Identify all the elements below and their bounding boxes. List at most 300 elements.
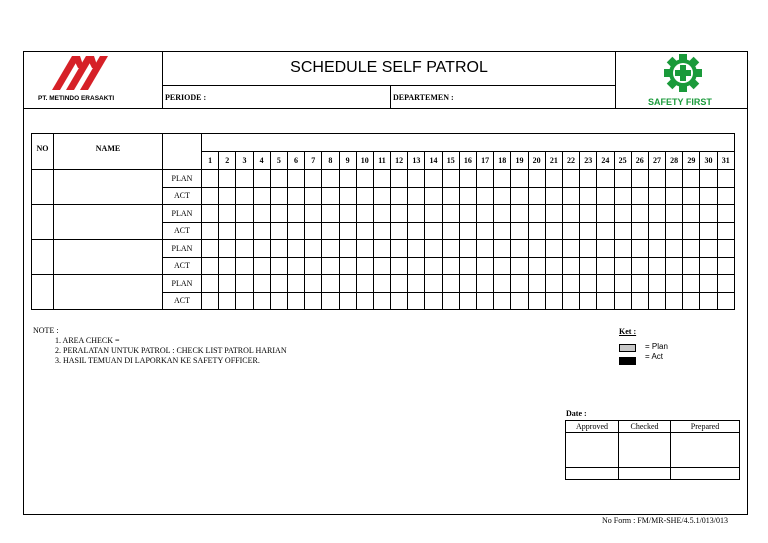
day-cell[interactable]	[511, 222, 528, 240]
day-cell[interactable]	[356, 240, 373, 258]
day-cell[interactable]	[528, 275, 545, 293]
day-cell[interactable]	[528, 222, 545, 240]
day-cell[interactable]	[425, 292, 442, 310]
day-cell[interactable]	[545, 205, 562, 223]
day-cell[interactable]	[528, 292, 545, 310]
day-cell[interactable]	[494, 292, 511, 310]
day-cell[interactable]	[511, 275, 528, 293]
day-cell[interactable]	[425, 170, 442, 188]
day-cell[interactable]	[477, 222, 494, 240]
day-cell[interactable]	[270, 170, 287, 188]
note-item: 2. PERALATAN UNTUK PATROL : CHECK LIST PATROL HARIAN	[55, 346, 287, 355]
day-cell[interactable]	[494, 275, 511, 293]
approved-signature[interactable]	[566, 433, 619, 468]
day-cell[interactable]	[202, 240, 219, 258]
company-name: PT. METINDO ERASAKTI	[38, 95, 115, 102]
day-cell[interactable]	[287, 205, 304, 223]
day-cell[interactable]	[528, 170, 545, 188]
day-cell[interactable]	[322, 170, 339, 188]
day-cell[interactable]	[373, 275, 390, 293]
day-cell[interactable]	[717, 222, 734, 240]
day-cell[interactable]	[597, 170, 614, 188]
day-cell[interactable]	[459, 257, 476, 275]
day-cell[interactable]	[562, 275, 579, 293]
day-cell[interactable]	[305, 205, 322, 223]
day-cell[interactable]	[562, 292, 579, 310]
day-cell[interactable]	[494, 222, 511, 240]
day-cell[interactable]	[683, 257, 700, 275]
day-cell[interactable]	[648, 222, 665, 240]
day-cell[interactable]	[305, 222, 322, 240]
day-cell[interactable]	[442, 187, 459, 205]
day-cell[interactable]	[597, 187, 614, 205]
periode-label: PERIODE :	[165, 93, 207, 102]
day-cell[interactable]	[648, 170, 665, 188]
day-cell[interactable]	[459, 205, 476, 223]
table-row	[32, 205, 735, 223]
day-cell[interactable]	[666, 257, 683, 275]
day-cell[interactable]	[287, 240, 304, 258]
day-cell[interactable]	[683, 292, 700, 310]
day-cell[interactable]	[356, 292, 373, 310]
day-cell[interactable]	[236, 292, 253, 310]
no-cell[interactable]	[32, 205, 54, 240]
day-cell[interactable]	[477, 292, 494, 310]
day-cell[interactable]	[442, 240, 459, 258]
day-cell[interactable]	[459, 292, 476, 310]
day-cell[interactable]	[270, 275, 287, 293]
day-cell[interactable]	[270, 222, 287, 240]
day-header: 16	[459, 152, 476, 170]
day-cell[interactable]	[373, 187, 390, 205]
checked-header: Checked	[619, 421, 671, 433]
day-cell[interactable]	[648, 292, 665, 310]
day-cell[interactable]	[477, 170, 494, 188]
day-cell[interactable]	[219, 170, 236, 188]
day-cell[interactable]	[614, 240, 631, 258]
day-cell[interactable]	[597, 292, 614, 310]
day-cell[interactable]	[528, 187, 545, 205]
name-cell[interactable]	[54, 170, 163, 205]
day-cell[interactable]	[253, 275, 270, 293]
day-cell[interactable]	[287, 257, 304, 275]
day-cell[interactable]	[528, 205, 545, 223]
day-header: 4	[253, 152, 270, 170]
safety-first-label: SAFETY FIRST	[648, 97, 712, 107]
day-cell[interactable]	[528, 257, 545, 275]
day-cell[interactable]	[717, 205, 734, 223]
day-header: 30	[700, 152, 717, 170]
act-label: ACT	[163, 187, 202, 205]
day-cell[interactable]	[631, 240, 648, 258]
day-cell[interactable]	[597, 222, 614, 240]
day-header: 24	[597, 152, 614, 170]
day-cell[interactable]	[545, 187, 562, 205]
day-cell[interactable]	[666, 240, 683, 258]
day-cell[interactable]	[631, 257, 648, 275]
day-cell[interactable]	[253, 240, 270, 258]
day-cell[interactable]	[717, 187, 734, 205]
type-header	[163, 134, 202, 170]
day-cell[interactable]	[339, 240, 356, 258]
name-cell[interactable]	[54, 275, 163, 310]
day-cell[interactable]	[236, 257, 253, 275]
day-cell[interactable]	[202, 222, 219, 240]
day-cell[interactable]	[442, 222, 459, 240]
day-header: 28	[666, 152, 683, 170]
day-cell[interactable]	[545, 292, 562, 310]
day-cell[interactable]	[494, 170, 511, 188]
plan-label: PLAN	[163, 240, 202, 258]
day-cell[interactable]	[717, 292, 734, 310]
day-cell[interactable]	[511, 257, 528, 275]
day-cell[interactable]	[614, 187, 631, 205]
prepared-header: Prepared	[671, 421, 740, 433]
day-cell[interactable]	[253, 205, 270, 223]
day-cell[interactable]	[683, 222, 700, 240]
day-cell[interactable]	[408, 275, 425, 293]
day-cell[interactable]	[511, 292, 528, 310]
day-cell[interactable]	[580, 292, 597, 310]
day-cell[interactable]	[597, 257, 614, 275]
day-cell[interactable]	[631, 222, 648, 240]
day-cell[interactable]	[528, 240, 545, 258]
day-cell[interactable]	[236, 222, 253, 240]
day-cell[interactable]	[322, 257, 339, 275]
day-header: 15	[442, 152, 459, 170]
day-cell[interactable]	[253, 292, 270, 310]
day-cell[interactable]	[236, 275, 253, 293]
day-cell[interactable]	[408, 187, 425, 205]
day-cell[interactable]	[356, 257, 373, 275]
day-cell[interactable]	[322, 240, 339, 258]
day-cell[interactable]	[717, 240, 734, 258]
day-cell[interactable]	[305, 275, 322, 293]
day-cell[interactable]	[666, 222, 683, 240]
day-cell[interactable]	[597, 205, 614, 223]
day-cell[interactable]	[494, 205, 511, 223]
day-cell[interactable]	[494, 187, 511, 205]
day-cell[interactable]	[700, 222, 717, 240]
day-cell[interactable]	[305, 170, 322, 188]
day-cell[interactable]	[648, 257, 665, 275]
day-cell[interactable]	[373, 205, 390, 223]
day-cell[interactable]	[459, 240, 476, 258]
day-cell[interactable]	[666, 205, 683, 223]
prepared-name[interactable]	[671, 468, 740, 480]
day-cell[interactable]	[219, 240, 236, 258]
day-cell[interactable]	[562, 257, 579, 275]
day-header: 10	[356, 152, 373, 170]
day-cell[interactable]	[545, 240, 562, 258]
day-cell[interactable]	[305, 292, 322, 310]
day-cell[interactable]	[322, 187, 339, 205]
day-cell[interactable]	[648, 240, 665, 258]
day-cell[interactable]	[666, 292, 683, 310]
day-cell[interactable]	[339, 275, 356, 293]
day-cell[interactable]	[614, 275, 631, 293]
day-cell[interactable]	[202, 292, 219, 310]
day-header: 13	[408, 152, 425, 170]
day-cell[interactable]	[202, 187, 219, 205]
name-cell[interactable]	[54, 240, 163, 275]
day-cell[interactable]	[511, 240, 528, 258]
day-cell[interactable]	[219, 205, 236, 223]
day-cell[interactable]	[339, 257, 356, 275]
day-cell[interactable]	[477, 205, 494, 223]
day-cell[interactable]	[219, 187, 236, 205]
day-cell[interactable]	[683, 205, 700, 223]
day-cell[interactable]	[373, 292, 390, 310]
day-cell[interactable]	[391, 257, 408, 275]
day-cell[interactable]	[356, 187, 373, 205]
day-cell[interactable]	[287, 292, 304, 310]
day-cell[interactable]	[597, 240, 614, 258]
day-cell[interactable]	[202, 257, 219, 275]
day-cell[interactable]	[253, 187, 270, 205]
day-cell[interactable]	[425, 205, 442, 223]
day-cell[interactable]	[562, 187, 579, 205]
day-cell[interactable]	[236, 187, 253, 205]
day-header: 17	[477, 152, 494, 170]
day-cell[interactable]	[580, 187, 597, 205]
day-cell[interactable]	[202, 170, 219, 188]
day-cell[interactable]	[356, 205, 373, 223]
no-cell[interactable]	[32, 240, 54, 275]
day-cell[interactable]	[408, 205, 425, 223]
day-cell[interactable]	[339, 222, 356, 240]
day-cell[interactable]	[305, 257, 322, 275]
day-cell[interactable]	[236, 170, 253, 188]
day-cell[interactable]	[442, 275, 459, 293]
no-cell[interactable]	[32, 170, 54, 205]
day-cell[interactable]	[631, 205, 648, 223]
day-cell[interactable]	[408, 292, 425, 310]
day-cell[interactable]	[666, 170, 683, 188]
legend-plan-swatch	[619, 344, 636, 352]
company-logo-mark	[50, 54, 112, 92]
day-cell[interactable]	[322, 292, 339, 310]
day-cell[interactable]	[631, 292, 648, 310]
day-cell[interactable]	[442, 170, 459, 188]
day-cell[interactable]	[202, 275, 219, 293]
day-cell[interactable]	[683, 275, 700, 293]
day-cell[interactable]	[648, 187, 665, 205]
day-cell[interactable]	[287, 222, 304, 240]
day-cell[interactable]	[322, 205, 339, 223]
day-cell[interactable]	[356, 275, 373, 293]
day-cell[interactable]	[391, 222, 408, 240]
day-cell[interactable]	[305, 187, 322, 205]
day-cell[interactable]	[700, 187, 717, 205]
day-cell[interactable]	[236, 205, 253, 223]
day-cell[interactable]	[356, 222, 373, 240]
day-cell[interactable]	[631, 170, 648, 188]
day-cell[interactable]	[459, 275, 476, 293]
day-cell[interactable]	[391, 275, 408, 293]
day-cell[interactable]	[459, 170, 476, 188]
day-cell[interactable]	[511, 170, 528, 188]
day-cell[interactable]	[580, 257, 597, 275]
day-cell[interactable]	[339, 292, 356, 310]
day-cell[interactable]	[305, 240, 322, 258]
day-cell[interactable]	[442, 292, 459, 310]
day-cell[interactable]	[442, 257, 459, 275]
day-cell[interactable]	[373, 222, 390, 240]
day-cell[interactable]	[700, 275, 717, 293]
day-cell[interactable]	[425, 275, 442, 293]
day-cell[interactable]	[219, 222, 236, 240]
day-cell[interactable]	[477, 187, 494, 205]
day-header: 5	[270, 152, 287, 170]
day-cell[interactable]	[253, 222, 270, 240]
day-cell[interactable]	[253, 257, 270, 275]
day-cell[interactable]	[219, 257, 236, 275]
day-cell[interactable]	[700, 205, 717, 223]
day-cell[interactable]	[700, 170, 717, 188]
day-cell[interactable]	[614, 222, 631, 240]
prepared-signature[interactable]	[671, 433, 740, 468]
day-cell[interactable]	[459, 222, 476, 240]
day-cell[interactable]	[356, 170, 373, 188]
day-cell[interactable]	[339, 205, 356, 223]
checked-signature[interactable]	[619, 433, 671, 468]
day-cell[interactable]	[580, 275, 597, 293]
day-cell[interactable]	[545, 222, 562, 240]
day-cell[interactable]	[477, 240, 494, 258]
day-cell[interactable]	[202, 205, 219, 223]
day-cell[interactable]	[562, 222, 579, 240]
days-header-span	[202, 134, 735, 152]
day-cell[interactable]	[270, 187, 287, 205]
day-cell[interactable]	[287, 187, 304, 205]
day-cell[interactable]	[287, 170, 304, 188]
day-cell[interactable]	[648, 205, 665, 223]
day-cell[interactable]	[270, 257, 287, 275]
day-cell[interactable]	[219, 292, 236, 310]
day-cell[interactable]	[648, 275, 665, 293]
day-cell[interactable]	[700, 292, 717, 310]
day-cell[interactable]	[391, 205, 408, 223]
day-cell[interactable]	[459, 187, 476, 205]
date-label: Date :	[566, 409, 587, 418]
day-cell[interactable]	[631, 275, 648, 293]
day-header: 2	[219, 152, 236, 170]
day-cell[interactable]	[700, 257, 717, 275]
day-cell[interactable]	[580, 170, 597, 188]
approved-name[interactable]	[566, 468, 619, 480]
day-cell[interactable]	[562, 205, 579, 223]
day-cell[interactable]	[425, 257, 442, 275]
day-cell[interactable]	[322, 275, 339, 293]
day-cell[interactable]	[666, 275, 683, 293]
day-header: 6	[287, 152, 304, 170]
day-cell[interactable]	[700, 240, 717, 258]
day-cell[interactable]	[373, 170, 390, 188]
day-cell[interactable]	[597, 275, 614, 293]
day-cell[interactable]	[494, 240, 511, 258]
day-cell[interactable]	[614, 170, 631, 188]
day-header: 19	[511, 152, 528, 170]
day-cell[interactable]	[425, 187, 442, 205]
day-header: 21	[545, 152, 562, 170]
day-cell[interactable]	[580, 205, 597, 223]
day-cell[interactable]	[391, 292, 408, 310]
day-cell[interactable]	[425, 240, 442, 258]
day-cell[interactable]	[219, 275, 236, 293]
day-cell[interactable]	[717, 257, 734, 275]
day-cell[interactable]	[270, 205, 287, 223]
day-cell[interactable]	[562, 170, 579, 188]
day-cell[interactable]	[683, 187, 700, 205]
day-cell[interactable]	[545, 170, 562, 188]
day-cell[interactable]	[408, 222, 425, 240]
day-cell[interactable]	[717, 275, 734, 293]
day-cell[interactable]	[339, 170, 356, 188]
day-cell[interactable]	[408, 170, 425, 188]
day-cell[interactable]	[373, 240, 390, 258]
day-cell[interactable]	[270, 240, 287, 258]
day-cell[interactable]	[511, 187, 528, 205]
day-cell[interactable]	[408, 240, 425, 258]
name-cell[interactable]	[54, 205, 163, 240]
day-cell[interactable]	[270, 292, 287, 310]
table-row	[32, 240, 735, 258]
day-header: 7	[305, 152, 322, 170]
no-cell[interactable]	[32, 275, 54, 310]
day-cell[interactable]	[683, 170, 700, 188]
note-item: 1. AREA CHECK =	[55, 336, 120, 345]
day-header: 12	[391, 152, 408, 170]
day-cell[interactable]	[339, 187, 356, 205]
day-cell[interactable]	[442, 205, 459, 223]
day-cell[interactable]	[717, 170, 734, 188]
day-cell[interactable]	[322, 222, 339, 240]
day-cell[interactable]	[408, 257, 425, 275]
day-cell[interactable]	[391, 170, 408, 188]
notes-section	[33, 326, 287, 366]
day-cell[interactable]	[683, 240, 700, 258]
day-cell[interactable]	[477, 257, 494, 275]
day-cell[interactable]	[614, 205, 631, 223]
day-cell[interactable]	[494, 257, 511, 275]
day-cell[interactable]	[391, 187, 408, 205]
day-cell[interactable]	[614, 257, 631, 275]
day-cell[interactable]	[580, 222, 597, 240]
day-cell[interactable]	[631, 187, 648, 205]
day-cell[interactable]	[236, 240, 253, 258]
note-item: 3. HASIL TEMUAN DI LAPORKAN KE SAFETY OFFICER.	[55, 356, 260, 365]
periode-departemen-divider	[390, 85, 391, 108]
day-cell[interactable]	[425, 222, 442, 240]
schedule-grid	[31, 133, 735, 310]
day-cell[interactable]	[562, 240, 579, 258]
day-cell[interactable]	[580, 240, 597, 258]
form-number: No Form : FM/MR-SHE/4.5.1/013/013	[602, 516, 729, 525]
day-cell[interactable]	[373, 257, 390, 275]
day-cell[interactable]	[666, 187, 683, 205]
day-cell[interactable]	[614, 292, 631, 310]
day-cell[interactable]	[511, 205, 528, 223]
day-header: 22	[562, 152, 579, 170]
day-cell[interactable]	[253, 170, 270, 188]
day-cell[interactable]	[545, 257, 562, 275]
day-cell[interactable]	[287, 275, 304, 293]
day-cell[interactable]	[545, 275, 562, 293]
day-cell[interactable]	[391, 240, 408, 258]
day-cell[interactable]	[477, 275, 494, 293]
checked-name[interactable]	[619, 468, 671, 480]
